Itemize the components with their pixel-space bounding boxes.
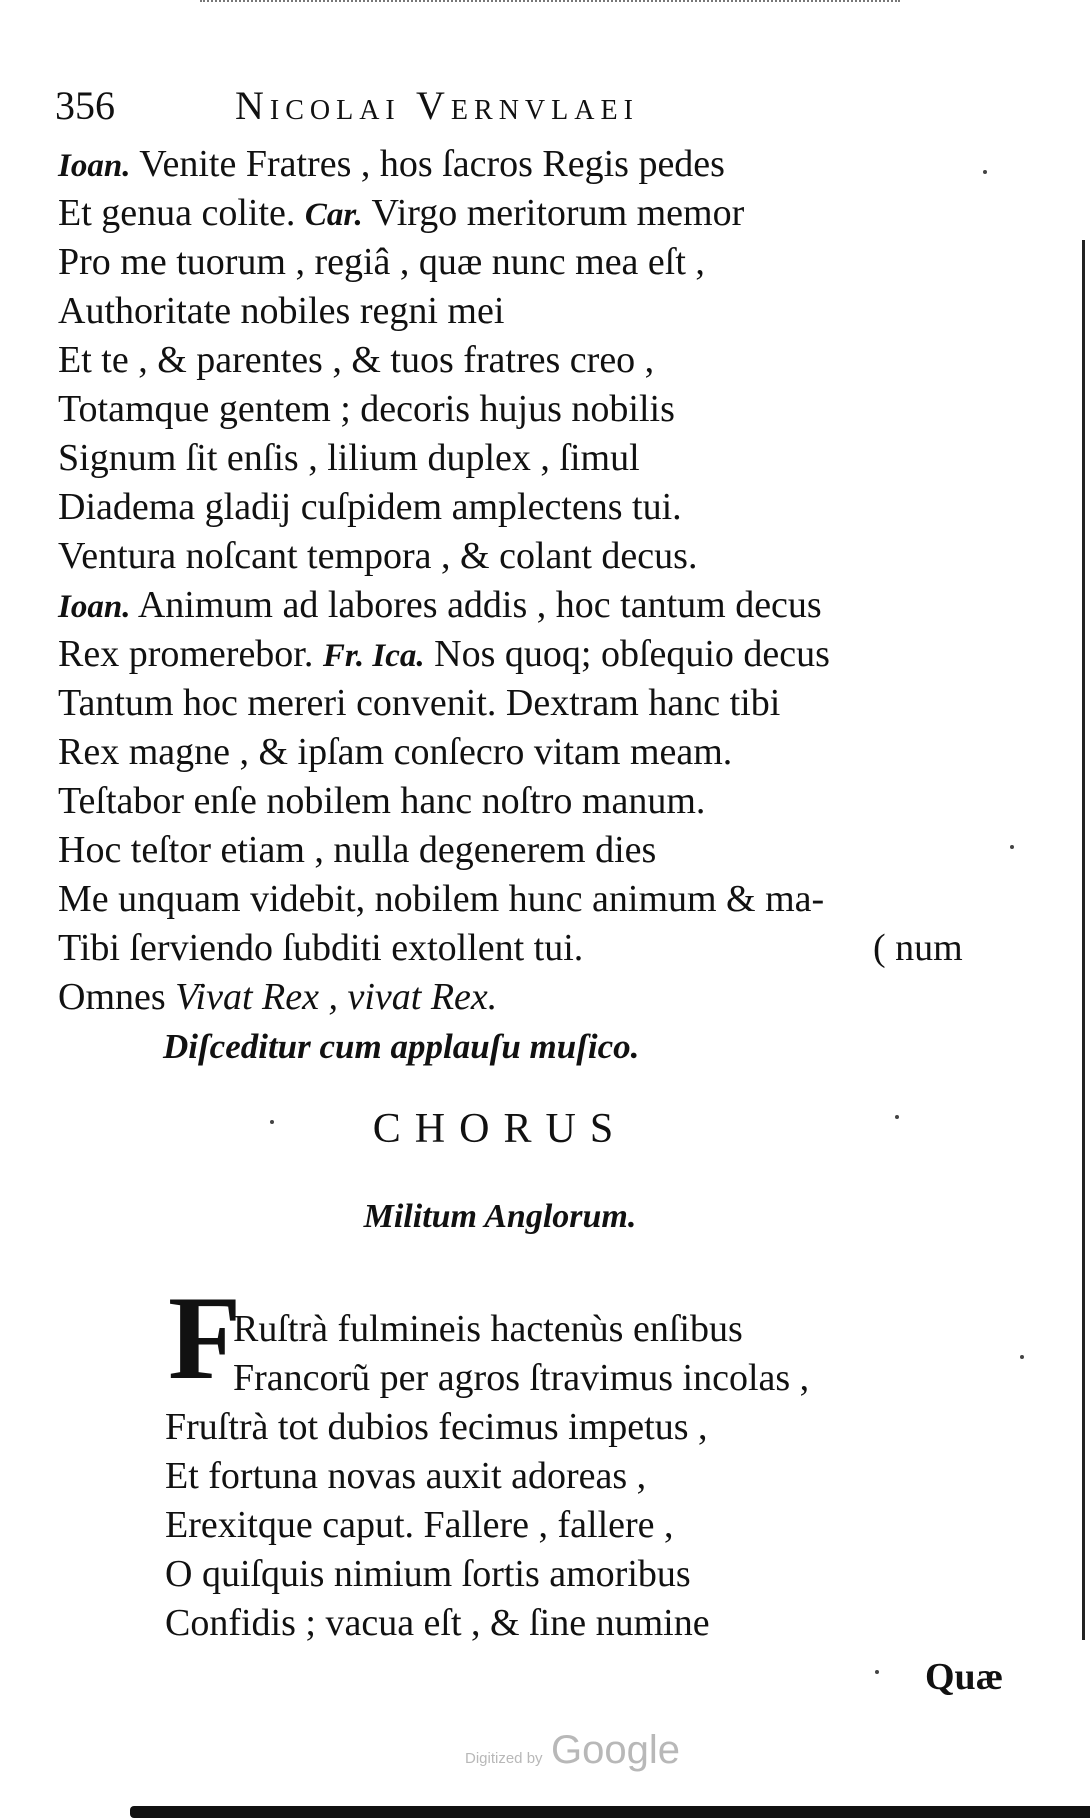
verse-line (58, 973, 1018, 1022)
line-text-italic: Vivat Rex , vivat Rex. (175, 976, 498, 1018)
line-text: Me unquam videbit, nobilem hunc animum & ma- (58, 878, 825, 920)
verse-line (58, 287, 1018, 336)
verse-line (58, 483, 1018, 532)
verse-line (58, 679, 1018, 728)
line-text: Teſtabor enſe nobilem hanc noſtro manum. (58, 780, 706, 822)
line-text: Tibi ſerviendo ſubditi extollent tui. (58, 927, 584, 969)
verse-line: Erexitque caput. Fallere , fallere , (165, 1504, 674, 1546)
google-logo: Google (551, 1728, 680, 1772)
verse-line: Confidis ; vacua eſt , & ſine numine (165, 1602, 710, 1644)
line-text: Animum ad labores addis , hoc tantum decus (130, 584, 822, 626)
digitized-watermark (465, 1728, 680, 1773)
verse-line (58, 630, 1018, 679)
line-text: Et genua colite. (58, 192, 305, 234)
verse-line: Fruſtrà tot dubios fecimus impetus , (165, 1406, 708, 1448)
turnover-word: ( num (873, 927, 963, 969)
speaker-label: Ioan. (58, 148, 131, 184)
verse-line (58, 532, 1018, 581)
line-text: Omnes (58, 976, 176, 1018)
ink-speck (1010, 845, 1014, 849)
line-text: Signum ſit enſis , lilium duplex , ſimul (58, 437, 640, 479)
verse-line: Ruſtrà fulmineis hactenùs enſibus (233, 1308, 743, 1350)
line-text: Totamque gentem ; decoris hujus nobilis (58, 388, 675, 430)
chorus-title: CHORUS (372, 1106, 628, 1152)
ink-speck (1020, 1355, 1024, 1359)
verse-line (58, 581, 1018, 630)
drop-cap: F (168, 1271, 242, 1404)
line-text: Tantum hoc mereri convenit. Dextram hanc tibi (58, 682, 781, 724)
verse-line: Francorũ per agros ſtravimus incolas , (233, 1357, 810, 1399)
line-text: Nos quoq; obſequio decus (424, 633, 830, 675)
verse-line (58, 777, 1018, 826)
ink-speck (875, 1670, 879, 1674)
verse-line (58, 924, 1018, 973)
page-header (55, 82, 855, 132)
page-number: 356 (55, 83, 115, 128)
verse-line (58, 826, 1018, 875)
verse-line (58, 189, 1018, 238)
chorus-subtitle: Militum Anglorum. (363, 1198, 637, 1235)
watermark-prefix: Digitized by (465, 1750, 543, 1767)
speaker-label: Fr. Ica. (322, 638, 425, 674)
catchword: Quæ (925, 1656, 1004, 1698)
verse-line: Et fortuna novas auxit adoreas , (165, 1455, 647, 1497)
stage-direction: Diſceditur cum applauſu muſico. (163, 1027, 640, 1066)
verse-line (58, 434, 1018, 483)
speaker-label: Ioan. (58, 589, 131, 625)
page-right-edge (1082, 240, 1092, 1640)
line-text: Diadema gladij cuſpidem amplectens tui. (58, 486, 682, 528)
chorus-verse (165, 1305, 1045, 1648)
running-head: Nicolai Vernvlaei (235, 83, 639, 128)
verse-line: O quiſquis nimium ſortis amoribus (165, 1553, 691, 1595)
line-text: Ventura noſcant tempora , & colant decus. (58, 535, 698, 577)
verse-line (58, 875, 1018, 924)
verse-line (58, 238, 1018, 287)
ink-speck (895, 1115, 899, 1119)
line-text: Virgo meritorum memor (362, 192, 745, 234)
line-text: Et te , & parentes , & tuos fratres creo , (58, 339, 655, 381)
line-text: Venite Fratres , hos ſacros Regis pedes (130, 143, 725, 185)
page-top-edge (200, 0, 900, 8)
line-text: Authoritate nobiles regni mei (58, 290, 505, 332)
dialogue-block (58, 140, 1018, 1071)
verse-line (58, 385, 1018, 434)
ink-speck (270, 1120, 274, 1124)
line-text: Pro me tuorum , regiâ , quæ nunc mea eſt , (58, 241, 705, 283)
line-text: Rex magne , & ipſam conſecro vitam meam. (58, 731, 733, 773)
verse-line (58, 336, 1018, 385)
speaker-label: Car. (304, 197, 363, 233)
ink-speck (983, 170, 987, 174)
line-text: Rex promerebor. (58, 633, 323, 675)
page-bottom-edge (130, 1806, 1090, 1818)
verse-line (58, 728, 1018, 777)
verse-line (58, 140, 1018, 189)
line-text: Hoc teſtor etiam , nulla degenerem dies (58, 829, 657, 871)
